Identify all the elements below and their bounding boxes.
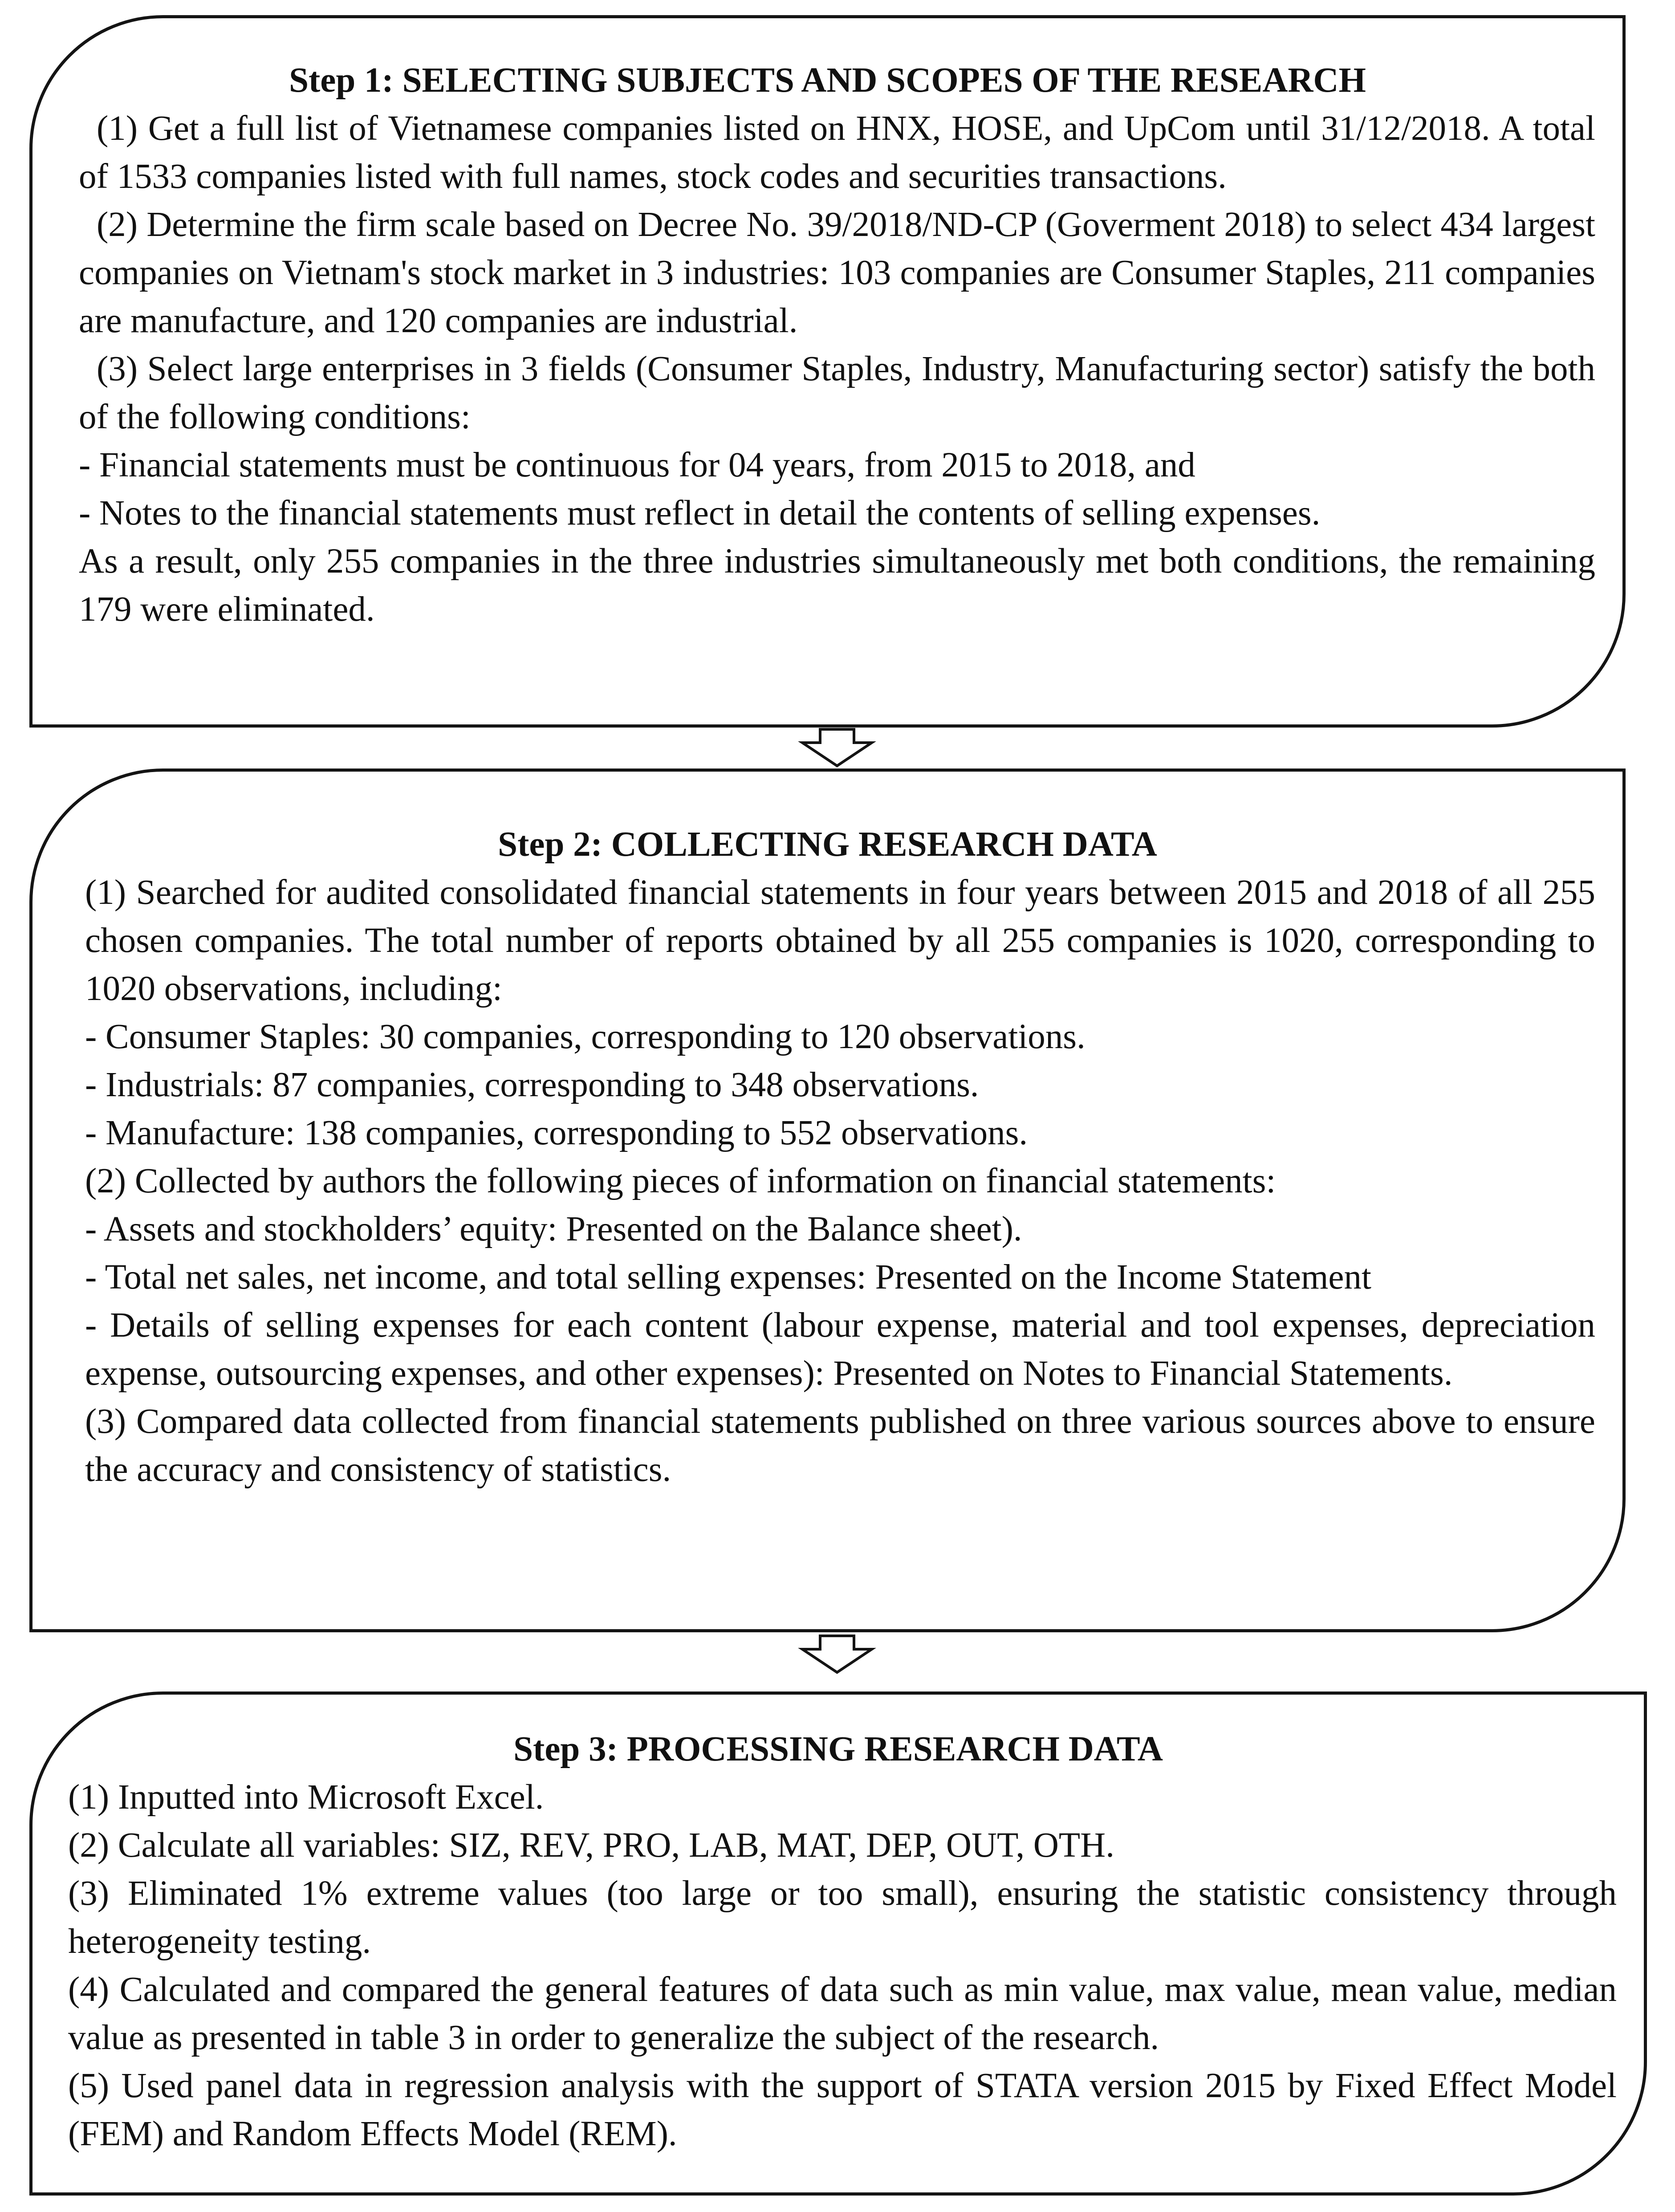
step-1-box xyxy=(29,15,1626,728)
step-3-title: Step 3: PROCESSING RESEARCH DATA xyxy=(513,1730,1163,1769)
step-1-condition-1: - Financial statements must be continuous for 04 years, from 2015 to 2018, and xyxy=(79,446,1195,484)
step-2-line-3: - Industrials: 87 companies, corresponding to 348 observations. xyxy=(85,1065,979,1104)
step-2-line-7: - Total net sales, net income, and total selling expenses: Presented on the Income Statement xyxy=(85,1258,1371,1297)
down-arrow-icon xyxy=(793,1633,882,1676)
step-2-line-4: - Manufacture: 138 companies, corresponding to 552 observations. xyxy=(85,1114,1028,1152)
down-arrow-icon xyxy=(793,727,882,769)
step-3-line-3: (3) Eliminated 1% extreme values (too large or too small), ensuring the statistic consistency through heterogeneity testing. xyxy=(68,1874,1617,1961)
step-2-box xyxy=(29,769,1626,1632)
step-1-body xyxy=(79,105,1595,634)
step-2-line-2: - Consumer Staples: 30 companies, corresponding to 120 observations. xyxy=(85,1017,1085,1056)
step-2-line-1: (1) Searched for audited consolidated financial statements in four years between 2015 and 2018 of all 255 chosen companies. The total number of reports obtained by all 255 companies is 1020, corresponding to 1020 observations, including: xyxy=(85,873,1595,1008)
step-2-title: Step 2: COLLECTING RESEARCH DATA xyxy=(498,825,1157,864)
step-1-line-1: (1) Get a full list of Vietnamese companies listed on HNX, HOSE, and UpCom until 31/12/2018. A total of 1533 companies listed with full names, stock codes and securities transactions. xyxy=(79,109,1595,196)
step-3-body xyxy=(68,1773,1617,2158)
step-3-box xyxy=(29,1692,1647,2196)
step-3-line-4: (4) Calculated and compared the general features of data such as min value, max value, mean value, median value as presented in table 3 in order to generalize the subject of the research. xyxy=(68,1970,1617,2057)
step-2-line-6: - Assets and stockholders’ equity: Presented on the Balance sheet). xyxy=(85,1210,1022,1248)
step-1-line-3: (3) Select large enterprises in 3 fields (Consumer Staples, Industry, Manufacturing sector) satisfy the both of the following conditions: xyxy=(79,350,1595,436)
step-2-line-9: (3) Compared data collected from financial statements published on three various sources above to ensure the accuracy and consistency of statistics. xyxy=(85,1402,1595,1489)
step-1-condition-2: - Notes to the financial statements must reflect in detail the contents of selling expenses. xyxy=(79,494,1321,533)
step-3-line-5: (5) Used panel data in regression analysis with the support of STATA version 2015 by Fixed Effect Model (FEM) and Random Effects Model (REM). xyxy=(68,2066,1617,2153)
step-2-line-8: - Details of selling expenses for each content (labour expense, material and tool expenses, depreciation expense, outsourcing expenses, and other expenses): Presented on Notes to Financial Statements. xyxy=(85,1306,1595,1393)
step-3-line-2: (2) Calculate all variables: SIZ, REV, PRO, LAB, MAT, DEP, OUT, OTH. xyxy=(68,1826,1114,1865)
step-1-result: As a result, only 255 companies in the three industries simultaneously met both conditions, the remaining 179 were eliminated. xyxy=(79,542,1595,629)
step-1-title: Step 1: SELECTING SUBJECTS AND SCOPES OF THE RESEARCH xyxy=(289,61,1366,100)
step-3-line-1: (1) Inputted into Microsoft Excel. xyxy=(68,1778,544,1817)
step-1-line-2: (2) Determine the firm scale based on Decree No. 39/2018/ND-CP (Goverment 2018) to select 434 largest companies on Vietnam's stock market in 3 industries: 103 companies are Consumer Staples, 211 companies are manufacture, and 120 companies are industrial. xyxy=(79,205,1595,340)
step-2-body xyxy=(85,869,1595,1494)
step-2-line-5: (2) Collected by authors the following pieces of information on financial statements: xyxy=(85,1162,1276,1200)
